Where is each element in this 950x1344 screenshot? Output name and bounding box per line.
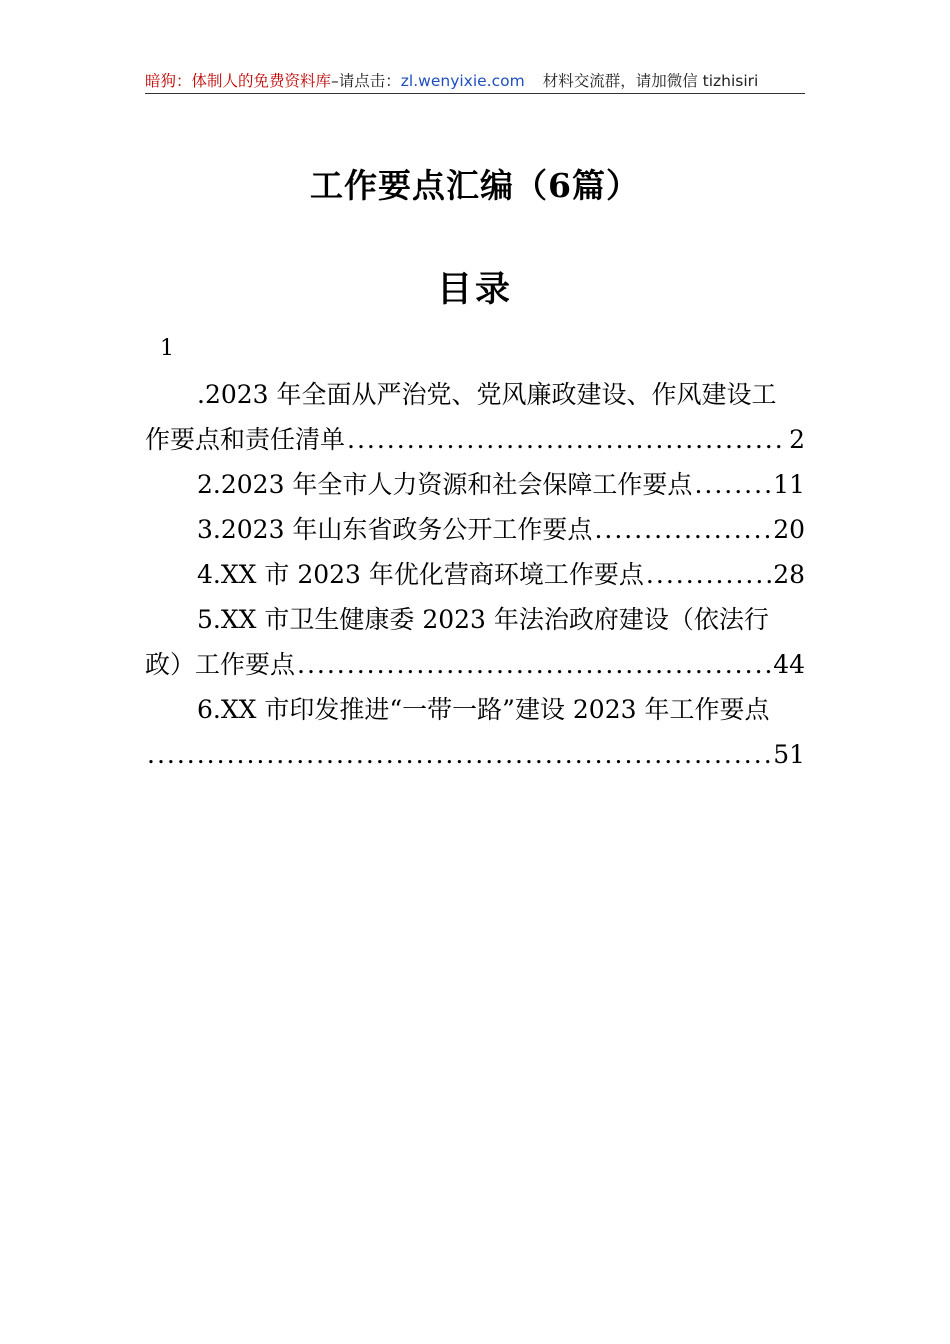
toc-entry-5-line1[interactable] (145, 597, 805, 642)
toc-page-number: 20 (773, 515, 805, 544)
toc-entry-text: 6.XX 市印发推进“一带一路”建设 2023 年工作要点 (197, 695, 770, 724)
toc-heading: 目录 (436, 269, 513, 310)
dot-leader (297, 642, 771, 687)
toc-entry-2[interactable] (145, 462, 805, 507)
header-link[interactable]: zl.wenyixie.com (400, 72, 525, 90)
toc-page-number: 2 (789, 425, 805, 454)
toc-page-number: 11 (773, 470, 805, 499)
dot-leader (147, 732, 771, 777)
toc-page-number: 28 (773, 560, 805, 589)
header-divider (145, 93, 805, 94)
toc-entry-1-line2[interactable] (145, 417, 805, 462)
toc-entry-text: 3.2023 年山东省政务公开工作要点 (197, 515, 593, 544)
toc-entry-3[interactable] (145, 507, 805, 552)
toc-entry-5-line2[interactable] (145, 642, 805, 687)
toc-entry-text: 4.XX 市 2023 年优化营商环境工作要点 (197, 560, 644, 589)
toc-entry-6-line1[interactable] (145, 687, 805, 732)
toc-entry-text: .2023 年全面从严治党、党风廉政建设、作风建设工 (197, 380, 777, 409)
toc-entry-text: 2.2023 年全市人力资源和社会保障工作要点 (197, 470, 693, 499)
toc-entry-1-line1[interactable] (145, 372, 805, 417)
toc-entry-text: 5.XX 市卫生健康委 2023 年法治政府建设（依法行 (197, 605, 769, 634)
toc-page-number: 51 (773, 740, 805, 769)
header-click-prompt: –请点击： (331, 72, 401, 90)
toc-page-number: 44 (773, 650, 805, 679)
page-header (145, 68, 805, 94)
toc-entry-text: 作要点和责任清单 (145, 425, 346, 454)
dot-leader (646, 552, 771, 597)
stray-number: 1 (160, 336, 174, 361)
dot-leader (694, 462, 771, 507)
dot-leader (347, 417, 787, 462)
table-of-contents (145, 372, 805, 777)
header-wechat-note: 材料交流群，请加微信 tizhisiri (542, 72, 759, 90)
document-title: 工作要点汇编（6篇） (310, 166, 640, 205)
header-brand: 暗狗：体制人的免费资料库 (145, 72, 332, 90)
dot-leader (594, 507, 771, 552)
toc-entry-4[interactable] (145, 552, 805, 597)
toc-entry-text: 政）工作要点 (145, 650, 296, 679)
toc-entry-6-line2[interactable] (145, 732, 805, 777)
